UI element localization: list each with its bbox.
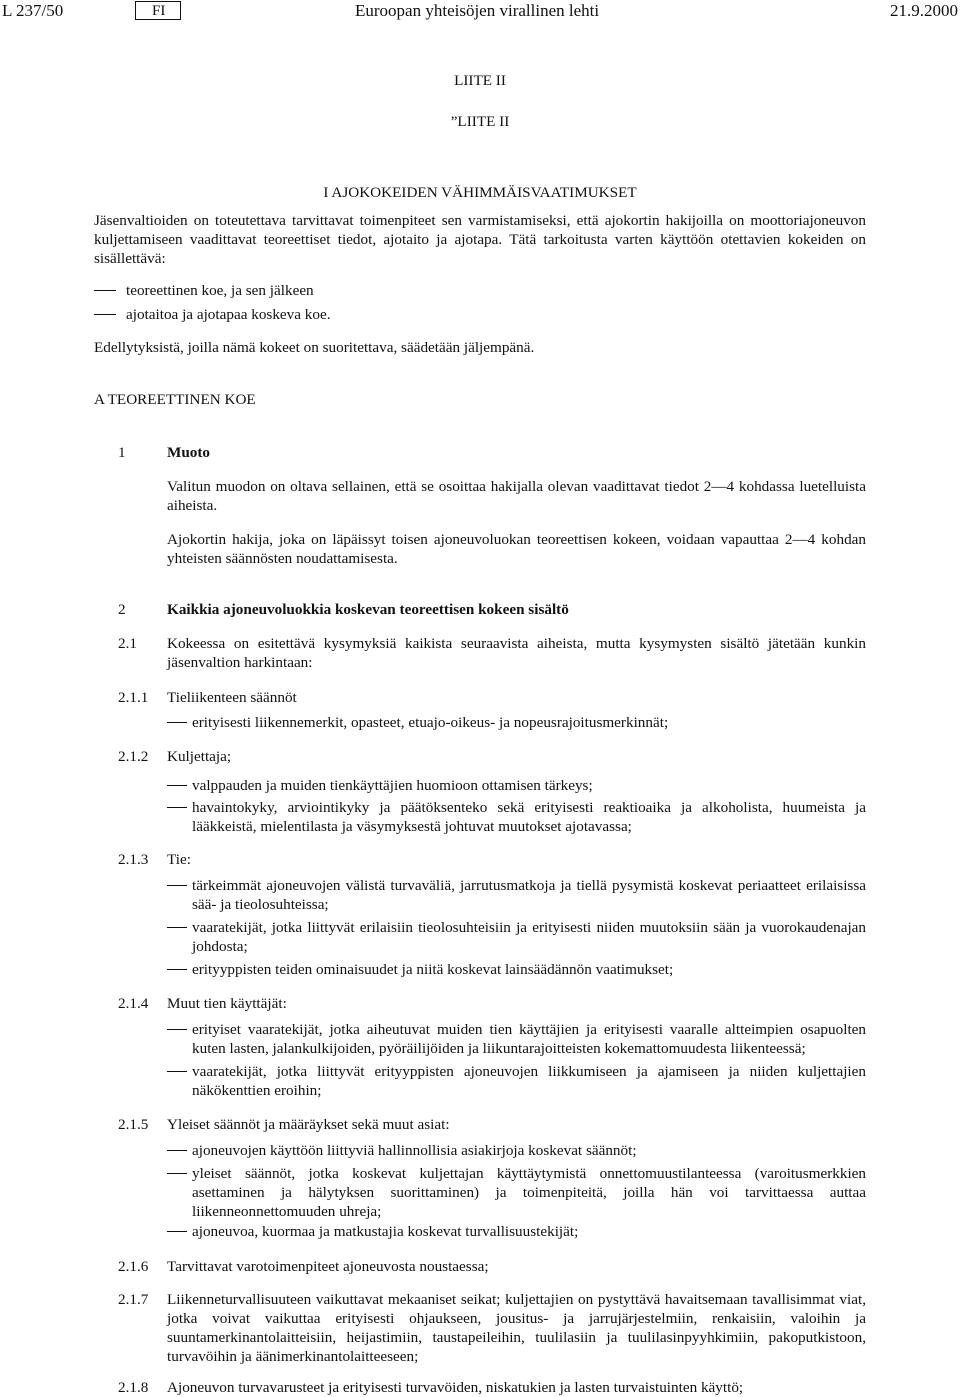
list-item: erityisesti liikennemerkit, opasteet, etuajo-oikeus- ja nopeusrajoitusmerkinnät;: [167, 713, 866, 732]
section-number: 2.1.8: [118, 1379, 149, 1396]
section-number: 2.1.3: [118, 851, 149, 868]
annex-title-quoted: ”LIITE II: [450, 113, 510, 130]
list-item: tärkeimmät ajoneuvojen välistä turvaväliä, jarrutusmatkoja ja tiellä pysymistä koskevat periaatteet erilaisissa sää- ja tieolosuhteissa;: [167, 876, 866, 914]
section-title: Kaikkia ajoneuvoluokkia koskevan teoreettisen kokeen sisältö: [167, 601, 569, 618]
section-title: Yleiset säännöt ja määräykset sekä muut asiat:: [167, 1116, 450, 1133]
section-title: Tieliikenteen säännöt: [167, 689, 297, 706]
list-item: valppauden ja muiden tienkäyttäjien huomioon ottamisen tärkeys;: [167, 776, 866, 795]
section-title: Tarvittavat varotoimenpiteet ajoneuvosta noustaessa;: [167, 1258, 489, 1275]
section-number: 2.1.4: [118, 995, 149, 1012]
list-item: erityiset vaaratekijät, jotka aiheutuvat muiden tien käyttäjien ja erityisesti vaaralle altteimpien osapuolten kuten lasten, jalankulkijoiden, pyöräilijöiden ja liikuntarajoitteisten kokemattomuudesta liikenteessä;: [167, 1020, 866, 1058]
intro-paragraph: Jäsenvaltioiden on toteutettava tarvittavat toimenpiteet sen varmistamiseksi, että ajokortin hakijoilla on moottoriajoneuvon kuljettamiseen vaadittavat teoreettiset tiedot, ajotaito ja ajotapa. Tätä tarkoitusta varten käyttöön otettavien kokeiden on sisällettävä:: [94, 212, 866, 267]
section-number: 2.1.1: [118, 689, 149, 706]
list-item: erityyppisten teiden ominaisuudet ja niitä koskevat lainsäädännön vaatimukset;: [167, 960, 866, 979]
list-item: ajoneuvojen käyttöön liittyviä hallinnollisia asiakirjoja koskevat säännöt;: [167, 1141, 866, 1160]
page-reference: L 237/50: [2, 1, 64, 20]
issue-date: 21.9.2000: [890, 1, 958, 20]
section-title: Kuljettaja;: [167, 748, 232, 765]
list-item: vaaratekijät, jotka liittyvät erityyppisten ajoneuvojen liikkumiseen ja ajamiseen ja niiden kuljettajien näkökenttien eroihin;: [167, 1062, 866, 1100]
section-i-heading: I AJOKOKEIDEN VÄHIMMÄISVAATIMUKSET: [323, 184, 637, 201]
annex-title: LIITE II: [454, 72, 506, 89]
section-number: 1: [118, 444, 126, 461]
section-title: Tie:: [167, 851, 191, 868]
section-number: 2.1.7: [118, 1291, 149, 1308]
section-paragraph: Kokeessa on esitettävä kysymyksiä kaikista seuraavista aiheista, mutta kysymysten sisältö jätetään kunkin jäsenvaltion harkintaan:: [167, 635, 866, 671]
intro-end: Edellytyksistä, joilla nämä kokeet on suoritettava, säädetään jäljempänä.: [94, 339, 535, 356]
section-paragraph: Liikenneturvallisuuteen vaikuttavat mekaaniset seikat; kuljettajien on pystyttävä havaitsemaan tavallisimmat viat, jotka voivat vaikuttaa erityisesti ohjaukseen, jousitus- ja jarrujärjestelmiin, renkaisiin, valoihin ja suuntamerkinantolaitteisiin, heijastimiin, taustapeileihin, tuulilasiin ja tuulilasinpyyhkimiin, pakoputkistoon, turvavöihin ja äänimerkinantolaitteeseen;: [167, 1291, 866, 1365]
section-paragraph: Valitun muodon on oltava sellainen, että se osoittaa hakijalla olevan vaadittavat tiedot 2—4 kohdassa luetelluista aiheista.: [167, 478, 866, 514]
list-item: havaintokyky, arviointikyky ja päätöksenteko sekä erityisesti reaktioaika ja alkoholista, huumeista ja lääkkeistä, mielentilasta ja väsymyksestä johtuvat muutokset ajotavassa;: [167, 798, 866, 836]
section-number: 2.1: [118, 635, 137, 652]
section-title: Muoto: [167, 444, 211, 461]
list-item: yleiset säännöt, jotka koskevat kuljettajan käyttäytymistä onnettomuustilanteessa (varoitusmerkkien asettaminen ja hälytyksen suorittaminen) ja toimenpiteitä, joilla hän voi tarvittaessa auttaa liikenneonnettomuuden uhreja;: [167, 1164, 866, 1221]
intro-item-2: ajotaitoa ja ajotapaa koskeva koe.: [94, 305, 331, 324]
language-badge: FI: [135, 1, 181, 20]
page-header: [0, 0, 960, 24]
section-title: Ajoneuvon turvavarusteet ja erityisesti turvavöiden, niskatukien ja lasten turvaistuinten käyttö;: [167, 1379, 744, 1396]
list-item: ajoneuvoa, kuormaa ja matkustajia koskevat turvallisuustekijät;: [167, 1222, 866, 1241]
section-a-heading: A TEOREETTINEN KOE: [94, 391, 256, 408]
section-paragraph: Ajokortin hakija, joka on läpäissyt toisen ajoneuvoluokan teoreettisen kokeen, voidaan vapauttaa 2—4 kohdan yhteisten säännösten noudattamisesta.: [167, 531, 866, 567]
section-number: 2: [118, 601, 126, 618]
section-number: 2.1.2: [118, 748, 149, 765]
journal-title: Euroopan yhteisöjen virallinen lehti: [355, 1, 600, 20]
section-number: 2.1.6: [118, 1258, 149, 1275]
section-number: 2.1.5: [118, 1116, 149, 1133]
list-item: vaaratekijät, jotka liittyvät erilaisiin tieolosuhteisiin ja erityisesti niiden muutoksiin sään ja vuorokaudenajan johdosta;: [167, 918, 866, 956]
section-title: Muut tien käyttäjät:: [167, 995, 287, 1012]
intro-item-1: teoreettinen koe, ja sen jälkeen: [94, 281, 314, 300]
